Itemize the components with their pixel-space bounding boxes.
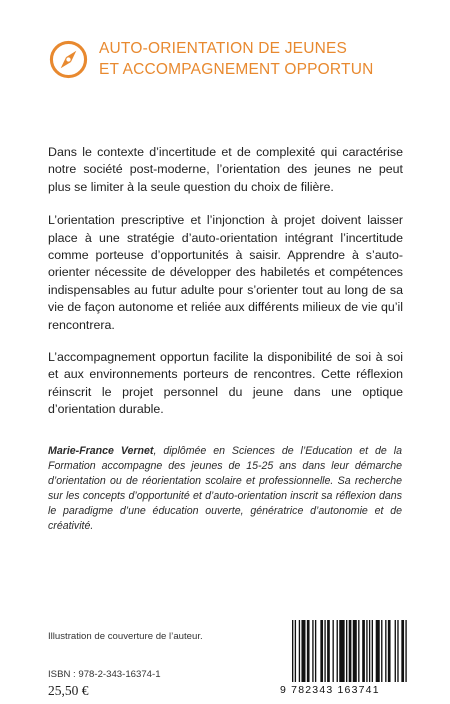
barcode-digits: 9 782343 163741	[280, 684, 380, 696]
author-name: Marie-France Vernet	[48, 445, 154, 457]
book-title	[99, 38, 409, 80]
header	[49, 38, 409, 94]
blurb-paragraph-1: Dans le contexte d’incertitude et de complexité qui caractérise notre société post-moderne, l’orientation des jeunes ne peut plus se limiter à la seule question du choix de filière.	[48, 145, 403, 194]
price: 25,50 €	[48, 683, 89, 698]
blurb-paragraph-2: L’orientation prescriptive et l’injonction à projet doivent laisser place à une stratégie d’auto-orientation intégrant l’incertitude comme porteuse d’opportunités à saisir. Apprendre à s’auto-orienter nécessite de développer des habiletés et compétences indispensables au futur adulte pour s’orienter tout au long de sa vie de façon autonome et reliée aux différents milieux de vie qu’il rencontrera.	[48, 213, 403, 332]
author-bio-text: , diplômée en Sciences de l’Education et de la Formation accompagne des jeunes de 15-25 ans dans leur démarche d’orientation ou de réorientation scolaire et professionnelle. Sa recherche sur les concepts d’opportunité et d’auto-orientation inscrit sa réflexion dans le paradigme d’une éducation ouverte, génératrice d’autonomie et de créativité.	[48, 445, 402, 533]
barcode-bars	[280, 618, 410, 684]
cover-credit: Illustration de couverture de l’auteur.	[48, 631, 203, 642]
book-title-line-1: AUTO-ORIENTATION DE JEUNES	[99, 40, 348, 57]
blurb-paragraph-3: L’accompagnement opportun facilite la disponibilité de soi à soi et aux environnements porteurs de rencontres. Cette réflexion réinscrit le projet personnel du jeune dans une optique d’orientation durable.	[48, 350, 403, 417]
barcode	[280, 618, 410, 702]
book-title-line-2: ET ACCOMPAGNEMENT OPPORTUN	[99, 61, 374, 78]
isbn: ISBN : 978-2-343-16374-1	[48, 669, 161, 680]
blurb	[48, 144, 403, 434]
compass-icon	[49, 40, 88, 79]
author-bio	[48, 444, 402, 535]
